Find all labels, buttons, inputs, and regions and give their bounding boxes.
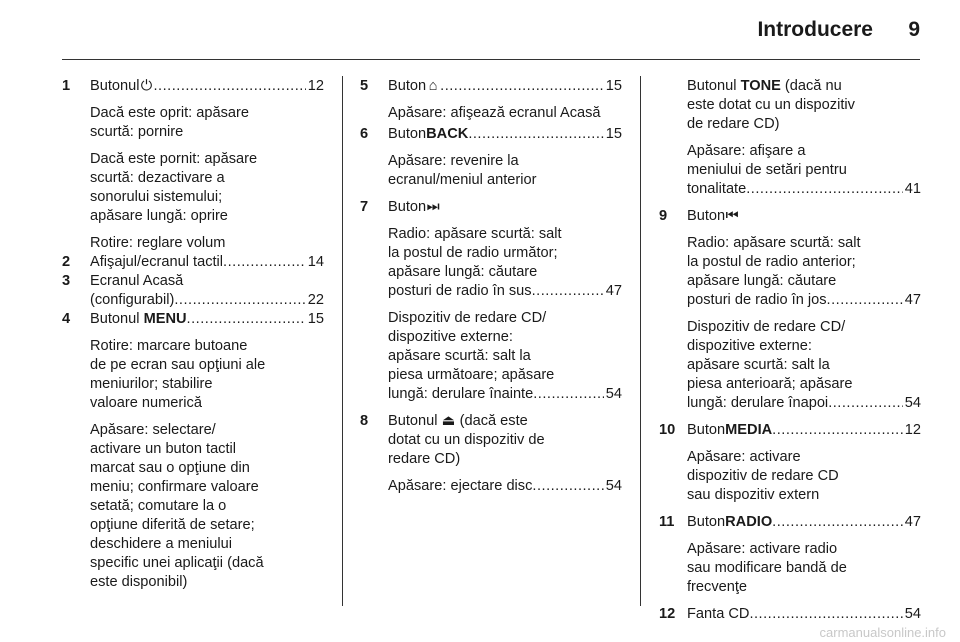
- item-text: apăsare lungă: căutare: [388, 264, 538, 280]
- column-3: [659, 77, 921, 624]
- column-divider-1: [342, 76, 343, 606]
- leader-dots: [468, 125, 603, 144]
- item-number: 2: [62, 254, 71, 270]
- leader-dots: [154, 77, 306, 96]
- leader-dots: [827, 291, 903, 310]
- item-tone: [659, 77, 921, 199]
- leader-dots: [187, 310, 306, 329]
- item-text: de pe ecran sau opţiuni ale: [90, 357, 266, 373]
- item-text: Rotire: reglare volum: [90, 235, 226, 251]
- item-text: dispozitive externe:: [687, 338, 812, 354]
- item-number: 8: [360, 413, 369, 429]
- item-text: opţiune diferită de setare;: [90, 517, 255, 533]
- page-ref: 12: [307, 78, 324, 94]
- item-text: scurtă: dezactivare a: [90, 170, 225, 186]
- item-text: meniurilor; stabilire: [90, 376, 213, 392]
- item-text: lungă: derulare înapoi: [687, 395, 829, 411]
- home-icon: ⌂: [428, 78, 438, 94]
- item-text: Apăsare: afişează ecranul Acasă: [388, 105, 601, 121]
- item-text: la postul de radio următor;: [388, 245, 558, 261]
- item-text: Buton: [687, 514, 726, 530]
- page-number: 9: [908, 18, 920, 41]
- item-text: Rotire: marcare butoane: [90, 338, 248, 354]
- column-1: [62, 77, 324, 592]
- item-text: redare CD): [388, 451, 461, 467]
- page-ref: 15: [605, 78, 622, 94]
- item-text: posturi de radio în jos: [687, 292, 827, 308]
- page-ref: 15: [307, 311, 324, 327]
- item-text: apăsare lungă: căutare: [687, 273, 837, 289]
- header-rule: [62, 59, 920, 60]
- item-text: Buton: [388, 199, 427, 215]
- item-8: [360, 412, 622, 496]
- leader-dots: [223, 253, 306, 272]
- item-text: Radio: apăsare scurtă: salt: [687, 235, 861, 251]
- item-text: activare un buton tactil: [90, 441, 237, 457]
- item-text: deschidere a meniului: [90, 536, 232, 552]
- previous-track-icon: ⏮: [725, 208, 739, 224]
- item-text: Butonul: [90, 311, 140, 327]
- item-5: [360, 77, 622, 123]
- item-text: Dispozitiv de redare CD/: [388, 310, 547, 326]
- leader-dots: [440, 77, 604, 96]
- button-name: RADIO: [725, 514, 773, 530]
- item-text: apăsare lungă: oprire: [90, 208, 228, 224]
- column-2: [360, 77, 622, 496]
- item-text: este dotat cu un dispozitiv: [687, 97, 855, 113]
- running-header-title: Introducere: [757, 18, 873, 41]
- item-text: de redare CD): [687, 116, 780, 132]
- page-ref: 54: [605, 386, 622, 402]
- item-text: Afişajul/ecranul tactil: [90, 254, 224, 270]
- page-ref: 47: [605, 283, 622, 299]
- item-10: [659, 421, 921, 505]
- item-number: 3: [62, 273, 71, 289]
- item-text: tonalitate: [687, 181, 747, 197]
- button-name: TONE: [740, 78, 781, 94]
- item-number: 5: [360, 78, 369, 94]
- item-text: la postul de radio anterior;: [687, 254, 856, 270]
- item-text: Dispozitiv de redare CD/: [687, 319, 846, 335]
- item-number: 1: [62, 78, 71, 94]
- eject-icon: ⏏: [441, 413, 456, 429]
- item-text: piesa următoare; apăsare: [388, 367, 555, 383]
- item-number: 12: [659, 606, 676, 622]
- item-text: marcat sau o opţiune din: [90, 460, 250, 476]
- item-text: lungă: derulare înainte: [388, 386, 534, 402]
- item-2: [62, 253, 324, 272]
- item-text: apăsare scurtă: salt la: [687, 357, 830, 373]
- item-text: valoare numerică: [90, 395, 202, 411]
- watermark: carmanualsonline.info: [819, 625, 946, 640]
- item-text: Fanta CD: [687, 606, 750, 622]
- power-icon: ⏻: [140, 78, 153, 94]
- leader-dots: [533, 385, 604, 404]
- item-9: [659, 207, 921, 413]
- item-text: frecvenţe: [687, 579, 748, 595]
- item-number: 4: [62, 311, 71, 327]
- leader-dots: [174, 291, 305, 310]
- item-text: piesa anterioară; apăsare: [687, 376, 853, 392]
- page-ref: 41: [904, 181, 921, 197]
- item-text: specific unei aplicaţii (dacă: [90, 555, 264, 571]
- item-text: Buton: [687, 208, 726, 224]
- next-track-icon: ⏭: [426, 199, 440, 215]
- item-text: meniului de setări pentru: [687, 162, 847, 178]
- page-ref: 47: [904, 514, 921, 530]
- leader-dots: [749, 605, 902, 624]
- page-ref: 54: [605, 478, 622, 494]
- item-text: Radio: apăsare scurtă: salt: [388, 226, 562, 242]
- item-text: Ecranul Acasă: [90, 273, 184, 289]
- item-6: [360, 125, 622, 190]
- item-4: [62, 310, 324, 592]
- item-number: 9: [659, 208, 668, 224]
- item-text: sonorului sistemului;: [90, 189, 223, 205]
- item-text: dotat cu un dispozitiv de: [388, 432, 545, 448]
- item-text: Apăsare: revenire la: [388, 153, 519, 169]
- item-12: [659, 605, 921, 624]
- leader-dots: [772, 421, 903, 440]
- item-text: ecranul/meniul anterior: [388, 172, 537, 188]
- item-text: Dacă este pornit: apăsare: [90, 151, 258, 167]
- leader-dots: [532, 282, 604, 301]
- item-text: sau modificare bandă de: [687, 560, 847, 576]
- item-number: 11: [659, 514, 675, 530]
- button-name: MEDIA: [725, 422, 773, 438]
- item-text: Dacă este oprit: apăsare: [90, 105, 249, 121]
- leader-dots: [772, 513, 903, 532]
- item-7: [360, 198, 622, 404]
- item-text: este disponibil): [90, 574, 188, 590]
- item-text: meniu; confirmare valoare: [90, 479, 259, 495]
- item-text: Apăsare: ejectare disc: [388, 478, 533, 494]
- page-ref: 12: [904, 422, 921, 438]
- item-text: Butonul ⏏ (dacă este: [388, 413, 528, 429]
- item-text: dispozitiv de redare CD: [687, 468, 839, 484]
- leader-dots: [746, 180, 903, 199]
- item-text: Apăsare: activare radio: [687, 541, 838, 557]
- page-ref: 47: [904, 292, 921, 308]
- item-text: scurtă: pornire: [90, 124, 184, 140]
- button-name: BACK: [426, 126, 469, 142]
- page-ref: 15: [605, 126, 622, 142]
- item-text: setată; comutare la o: [90, 498, 227, 514]
- item-text: Buton: [687, 422, 726, 438]
- item-text: Butonul: [90, 78, 140, 94]
- item-number: 7: [360, 199, 369, 215]
- item-number: 6: [360, 126, 369, 142]
- leader-dots: [828, 394, 903, 413]
- item-text: apăsare scurtă: salt la: [388, 348, 531, 364]
- item-text: sau dispozitiv extern: [687, 487, 820, 503]
- item-number: 10: [659, 422, 676, 438]
- item-text: (configurabil): [90, 292, 175, 308]
- column-divider-2: [640, 76, 641, 606]
- item-text: Buton: [388, 78, 427, 94]
- item-11: [659, 513, 921, 597]
- page-ref: 54: [904, 395, 921, 411]
- button-name: MENU: [143, 311, 187, 327]
- item-text: Buton: [388, 126, 427, 142]
- page-ref: 54: [904, 606, 921, 622]
- item-text: dispozitive externe:: [388, 329, 513, 345]
- item-1: [62, 77, 324, 253]
- leader-dots: [532, 477, 603, 496]
- item-text: Apăsare: afişare a: [687, 143, 806, 159]
- item-text: Apăsare: selectare/: [90, 422, 216, 438]
- page-ref: 14: [307, 254, 324, 270]
- item-text: Butonul TONE (dacă nu: [687, 78, 842, 94]
- item-text: Apăsare: activare: [687, 449, 801, 465]
- page-ref: 22: [307, 292, 324, 308]
- item-text: posturi de radio în sus: [388, 283, 532, 299]
- item-3: [62, 272, 324, 310]
